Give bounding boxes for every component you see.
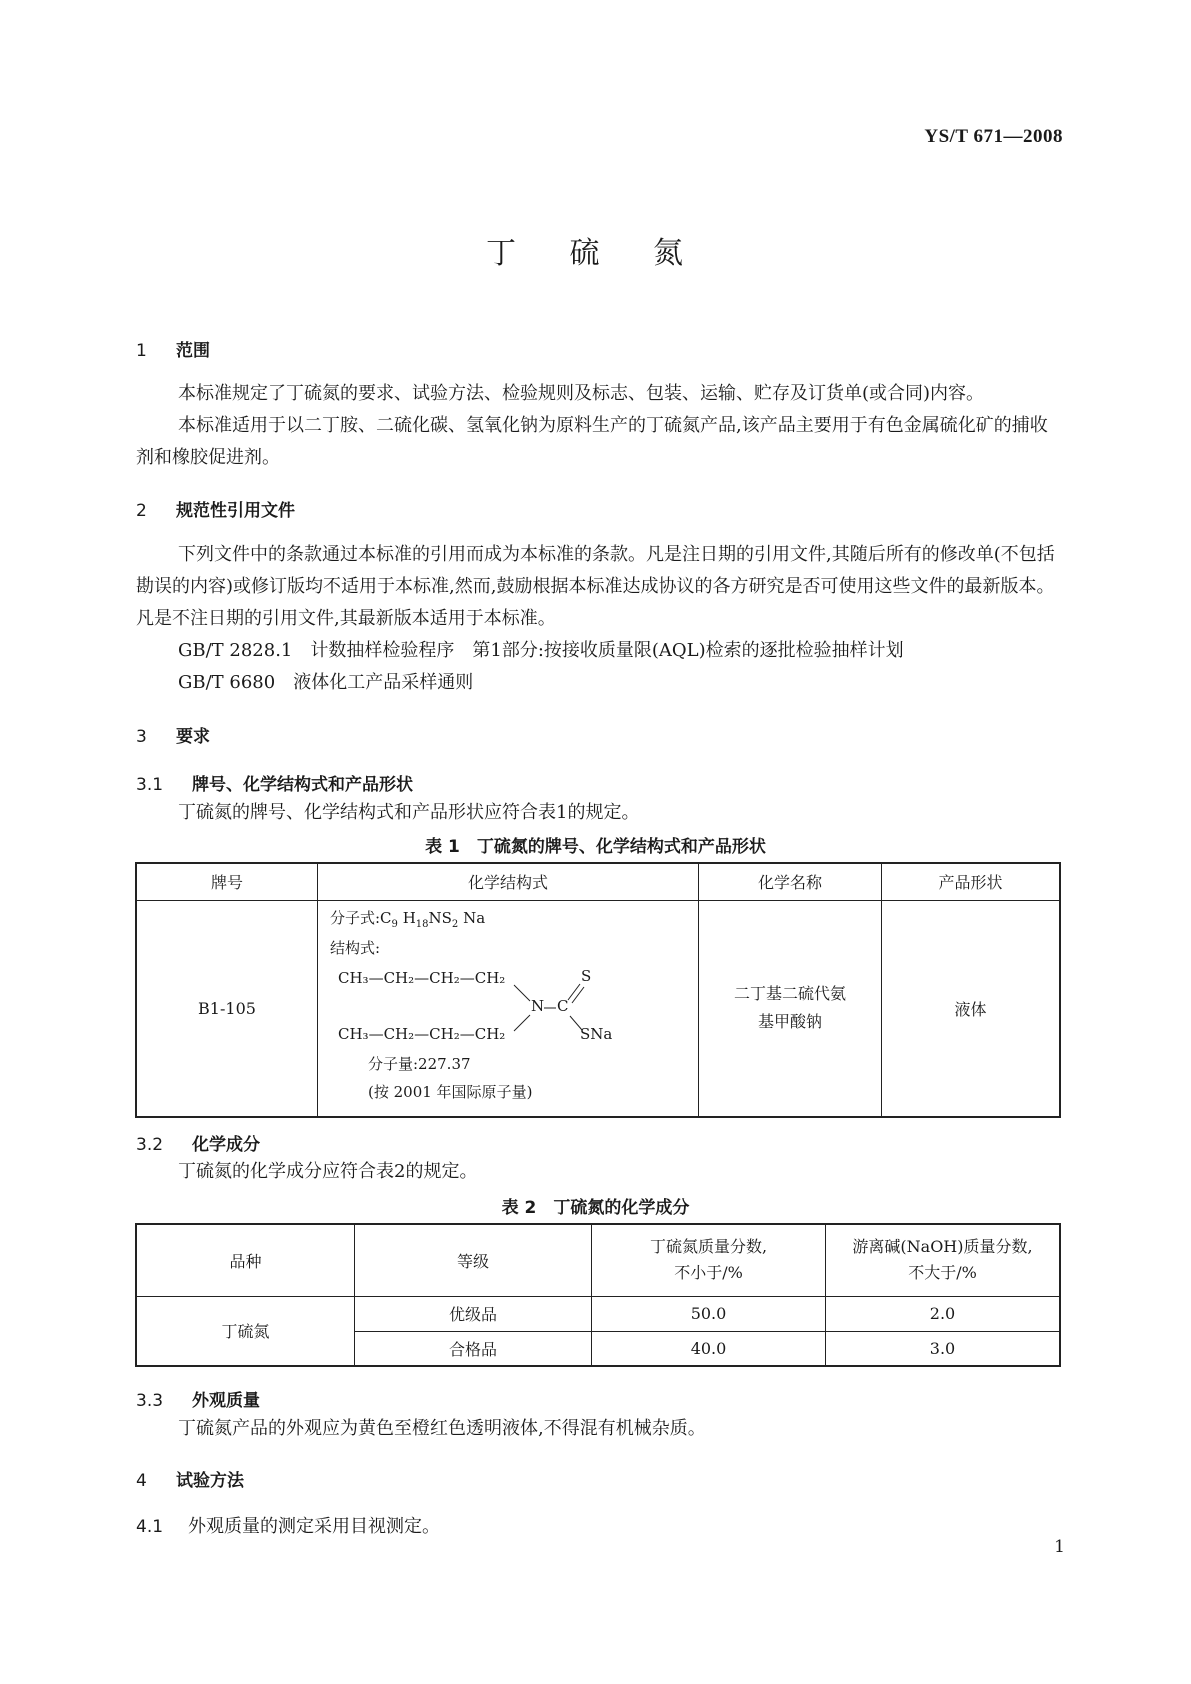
table-1-caption: 表 1 丁硫氮的牌号、化学结构式和产品形状 [425, 837, 766, 857]
table-header-cell [826, 1224, 1061, 1296]
table-header-cell: 产品形状 [882, 863, 1061, 900]
section-number: 3.1 [136, 775, 164, 795]
reference-2: GB/T 6680 液体化工产品采样通则 [178, 672, 474, 693]
table-header-row [136, 1224, 1060, 1296]
atom-carbon: C [557, 996, 569, 1015]
chemical-name-cell [699, 900, 882, 1117]
formula-subscript: 18 [415, 918, 429, 930]
section-2-paragraph: 下列文件中的条款通过本标准的引用而成为本标准的条款。凡是注日期的引用文件,其随后所有的修改单(不包括勘误的内容)或修订版均不适用于本标准,然而,鼓励根据本标准达成协议的各方研究是否可使用这些文件的最新版本。凡是不注日期的引用文件,其最新版本适用于本标准。 [136, 544, 1055, 629]
section-number: 4.1 [136, 1517, 164, 1537]
molecular-weight-note: (按 2001 年国际原子量) [368, 1082, 533, 1101]
reference-1: GB/T 2828.1 计数抽样检验程序 第1部分:按接收质量限(AQL)检索的逐批检验抽样计划 [178, 640, 904, 661]
header-line: 丁硫氮质量分数, [649, 1237, 768, 1257]
atom-sna: SNa [580, 1024, 613, 1043]
header-line: 不大于/% [908, 1263, 977, 1283]
page-number: 1 [1054, 1537, 1065, 1557]
formula-label: 分子式:C [330, 908, 392, 927]
structure-cell [318, 900, 699, 1117]
product-form-cell: 液体 [882, 900, 1061, 1117]
section-1-paragraph-1: 本标准规定了丁硫氮的要求、试验方法、检验规则及标志、包装、运输、贮存及订货单(或合同)内容。 [178, 383, 985, 404]
table-header-cell: 化学名称 [699, 863, 882, 900]
formula-element: Na [463, 908, 486, 927]
content-cell: 50.0 [592, 1296, 826, 1331]
atom-sulfur: S [581, 966, 592, 985]
table-row [136, 1296, 1060, 1331]
alkali-cell: 2.0 [826, 1296, 1061, 1331]
grade-cell: 合格品 [355, 1331, 592, 1366]
section-1-paragraph-2: 本标准适用于以二丁胺、二硫化碳、氢氧化钠为原料生产的丁硫氮产品,该产品主要用于有色金属硫化矿的捕收剂和橡胶促进剂。 [136, 415, 1048, 468]
table-1 [135, 862, 1061, 1118]
document-title: 丁 硫 氮 [485, 236, 706, 271]
section-number: 3 [136, 727, 147, 747]
section-4-1-text: 外观质量的测定采用目视测定。 [188, 1516, 440, 1537]
section-title: 化学成分 [192, 1135, 260, 1155]
section-number: 3.3 [136, 1391, 164, 1411]
section-3-1-heading [136, 770, 413, 795]
table-2 [135, 1223, 1061, 1367]
formula-element: NS [428, 908, 452, 927]
header-line: 游离碱(NaOH)质量分数, [852, 1237, 1033, 1257]
grade-cell: 优级品 [355, 1296, 592, 1331]
section-number: 4 [136, 1471, 147, 1491]
table-header-cell: 品种 [136, 1224, 355, 1296]
formula-subscript: 2 [451, 918, 459, 930]
structural-formula-label: 结构式: [330, 938, 381, 957]
section-3-2-paragraph: 丁硫氮的化学成分应符合表2的规定。 [178, 1161, 478, 1182]
variety-cell: 丁硫氮 [136, 1296, 355, 1366]
butyl-chain-top: CH₃—CH₂—CH₂—CH₂ [338, 968, 506, 987]
section-title: 试验方法 [176, 1471, 244, 1491]
section-number: 2 [136, 501, 147, 521]
section-title: 范围 [176, 341, 210, 361]
section-title: 外观质量 [192, 1391, 260, 1411]
grade-cell: B1-105 [136, 900, 318, 1117]
molecular-weight: 分子量:227.37 [368, 1054, 471, 1073]
chemical-name-line: 基甲酸钠 [757, 1012, 822, 1031]
section-1-heading [136, 336, 210, 361]
table-header-cell: 牌号 [136, 863, 318, 900]
section-number: 3.2 [136, 1135, 164, 1155]
table-header-cell [592, 1224, 826, 1296]
section-4-1 [136, 1512, 440, 1538]
section-3-3-heading [136, 1386, 260, 1411]
atom-nitrogen: N [531, 996, 545, 1015]
chemical-name-line: 二丁基二硫代氨 [733, 984, 846, 1003]
section-3-3-paragraph: 丁硫氮产品的外观应为黄色至橙红色透明液体,不得混有机械杂质。 [178, 1418, 706, 1439]
butyl-chain-bottom: CH₃—CH₂—CH₂—CH₂ [338, 1024, 506, 1043]
section-3-1-paragraph: 丁硫氮的牌号、化学结构式和产品形状应符合表1的规定。 [178, 802, 640, 823]
content-cell: 40.0 [592, 1331, 826, 1366]
section-2-heading [136, 496, 295, 521]
header-line: 不小于/% [674, 1263, 743, 1283]
formula-subscript: 9 [391, 918, 398, 930]
table-row [136, 900, 1060, 1117]
standard-number: YS/T 671—2008 [924, 126, 1063, 147]
section-4-heading [136, 1466, 244, 1491]
table-2-caption: 表 2 丁硫氮的化学成分 [501, 1198, 690, 1218]
section-title: 要求 [176, 727, 210, 747]
table-header-cell: 等级 [355, 1224, 592, 1296]
section-title: 规范性引用文件 [176, 501, 295, 521]
structure-formula [318, 901, 698, 1116]
section-number: 1 [136, 341, 147, 361]
section-3-heading [136, 722, 210, 747]
section-title: 牌号、化学结构式和产品形状 [192, 775, 413, 795]
section-3-2-heading [136, 1130, 260, 1155]
alkali-cell: 3.0 [826, 1331, 1061, 1366]
table-header-cell: 化学结构式 [318, 863, 699, 900]
table-header-row [136, 863, 1060, 900]
formula-element: H [402, 908, 416, 927]
